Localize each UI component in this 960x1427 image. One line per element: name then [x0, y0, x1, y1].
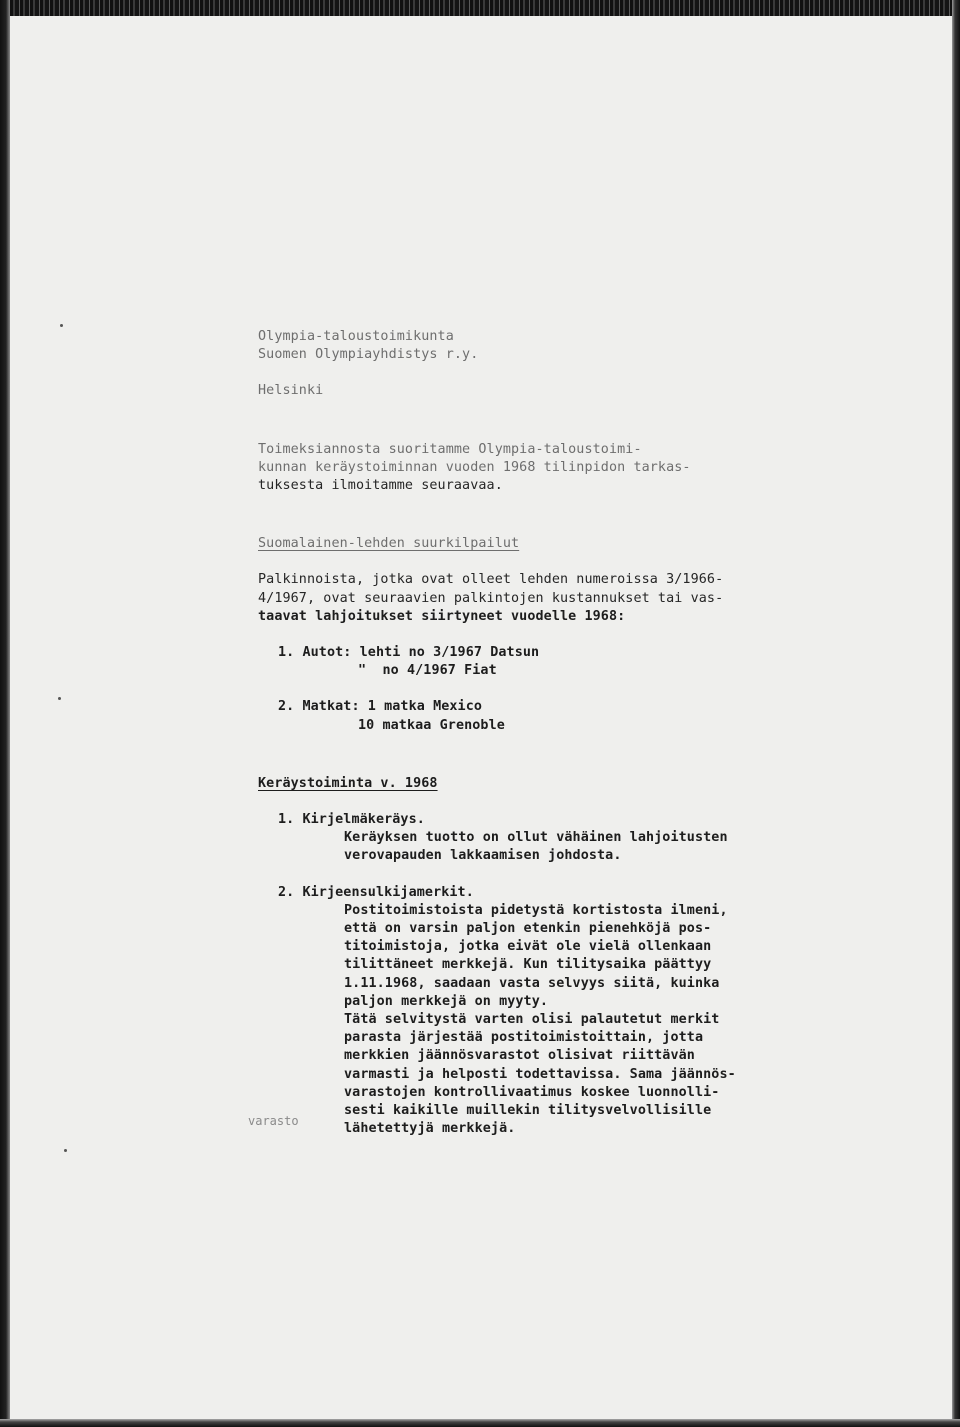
intro-paragraph [258, 441, 918, 496]
paragraph-line: taavat lahjoitukset siirtyneet vuodelle 1968: [258, 608, 626, 624]
paragraph-line: tilittäneet merkkejä. Kun tilitysaika päättyy [344, 957, 712, 973]
spacer [258, 866, 918, 884]
spacer [258, 517, 918, 535]
subsection-title: 1. Kirjelmäkeräys. [278, 812, 425, 828]
spacer [258, 680, 918, 698]
paragraph-line: titoimistoja, jotka eivät ole vielä ollenkaan [344, 939, 712, 955]
paragraph-line: varmasti ja helposti todettavissa. Sama jäännös- [344, 1066, 736, 1082]
recipient-city: Helsinki [258, 383, 324, 399]
section-heading: Suomalainen-lehden suurkilpailut [258, 536, 520, 552]
sender-name: Olympia-taloustoimikunta [258, 329, 454, 344]
letter-header [258, 328, 918, 401]
list-item-cars: 1. Autot: lehti no 3/1967 Datsun [278, 645, 540, 661]
letter-body [258, 328, 918, 1139]
subsection-title: 2. Kirjeensulkijamerkit. [278, 884, 474, 900]
paragraph-line: 1.11.1968, saadaan vasta selvyys siitä, kuinka [344, 975, 720, 991]
scan-edge-bottom [0, 1419, 960, 1427]
spacer [258, 423, 918, 441]
scan-speck [64, 1149, 67, 1152]
spacer [258, 793, 918, 811]
paragraph-line: Keräyksen tuotto on ollut vähäinen lahjoitusten [344, 830, 728, 846]
spacer [258, 735, 918, 757]
paragraph-line: sesti kaikille muillekin tilitysvelvollisille [344, 1103, 712, 1119]
paragraph-line: Palkinnoista, jotka ovat olleet lehden numeroissa 3/1966- [258, 572, 724, 588]
paragraph-line: verovapauden lakkaamisen johdosta. [344, 848, 622, 864]
scan-speck [58, 697, 61, 700]
paragraph-line: paljon merkkejä on myyty. [344, 993, 549, 1009]
scan-edge-left [0, 0, 10, 1427]
sender-organization: Suomen Olympiayhdistys r.y. [258, 347, 479, 363]
spacer [258, 553, 918, 571]
list-item-cars-cont: " no 4/1967 Fiat [358, 663, 497, 679]
intro-line: Toimeksiannosta suoritamme Olympia-taloustoimi- [258, 441, 642, 457]
spacer [258, 401, 918, 423]
section-fundraising [258, 775, 918, 1139]
scan-edge-right [952, 0, 960, 1427]
section-heading: Keräystoiminta v. 1968 [258, 775, 438, 791]
intro-line: tuksesta ilmoitamme seuraavaa. [258, 478, 503, 494]
spacer [258, 364, 918, 382]
section-contests [258, 535, 918, 735]
paragraph-line: 4/1967, ovat seuraavien palkintojen kustannukset tai vas- [258, 590, 724, 606]
paragraph-line: Postitoimistoista pidetystä kortistosta ilmeni, [344, 902, 728, 918]
scan-speck [60, 324, 63, 327]
list-item-trips-cont: 10 matkaa Grenoble [358, 717, 505, 733]
intro-line: kunnan keräystoiminnan vuoden 1968 tilinpidon tarkas- [258, 459, 691, 475]
paragraph-line: merkkien jäännösvarastot olisivat riittävän [344, 1048, 695, 1064]
spacer [258, 757, 918, 775]
paragraph-line: lähetettyjä merkkejä. [344, 1121, 516, 1137]
list-item-trips: 2. Matkat: 1 matka Mexico [278, 699, 483, 715]
paragraph-line: että on varsin paljon etenkin pienehköjä pos- [344, 921, 712, 937]
spacer [258, 495, 918, 517]
margin-annotation: varasto [248, 1114, 299, 1128]
scan-artifact-top [0, 0, 960, 16]
paragraph-line: Tätä selvitystä varten olisi palautetut merkit [344, 1012, 720, 1028]
spacer [258, 626, 918, 644]
paragraph-line: varastojen kontrollivaatimus koskee luonnolli- [344, 1084, 720, 1100]
paragraph-line: parasta järjestää postitoimistoittain, jotta [344, 1030, 704, 1046]
